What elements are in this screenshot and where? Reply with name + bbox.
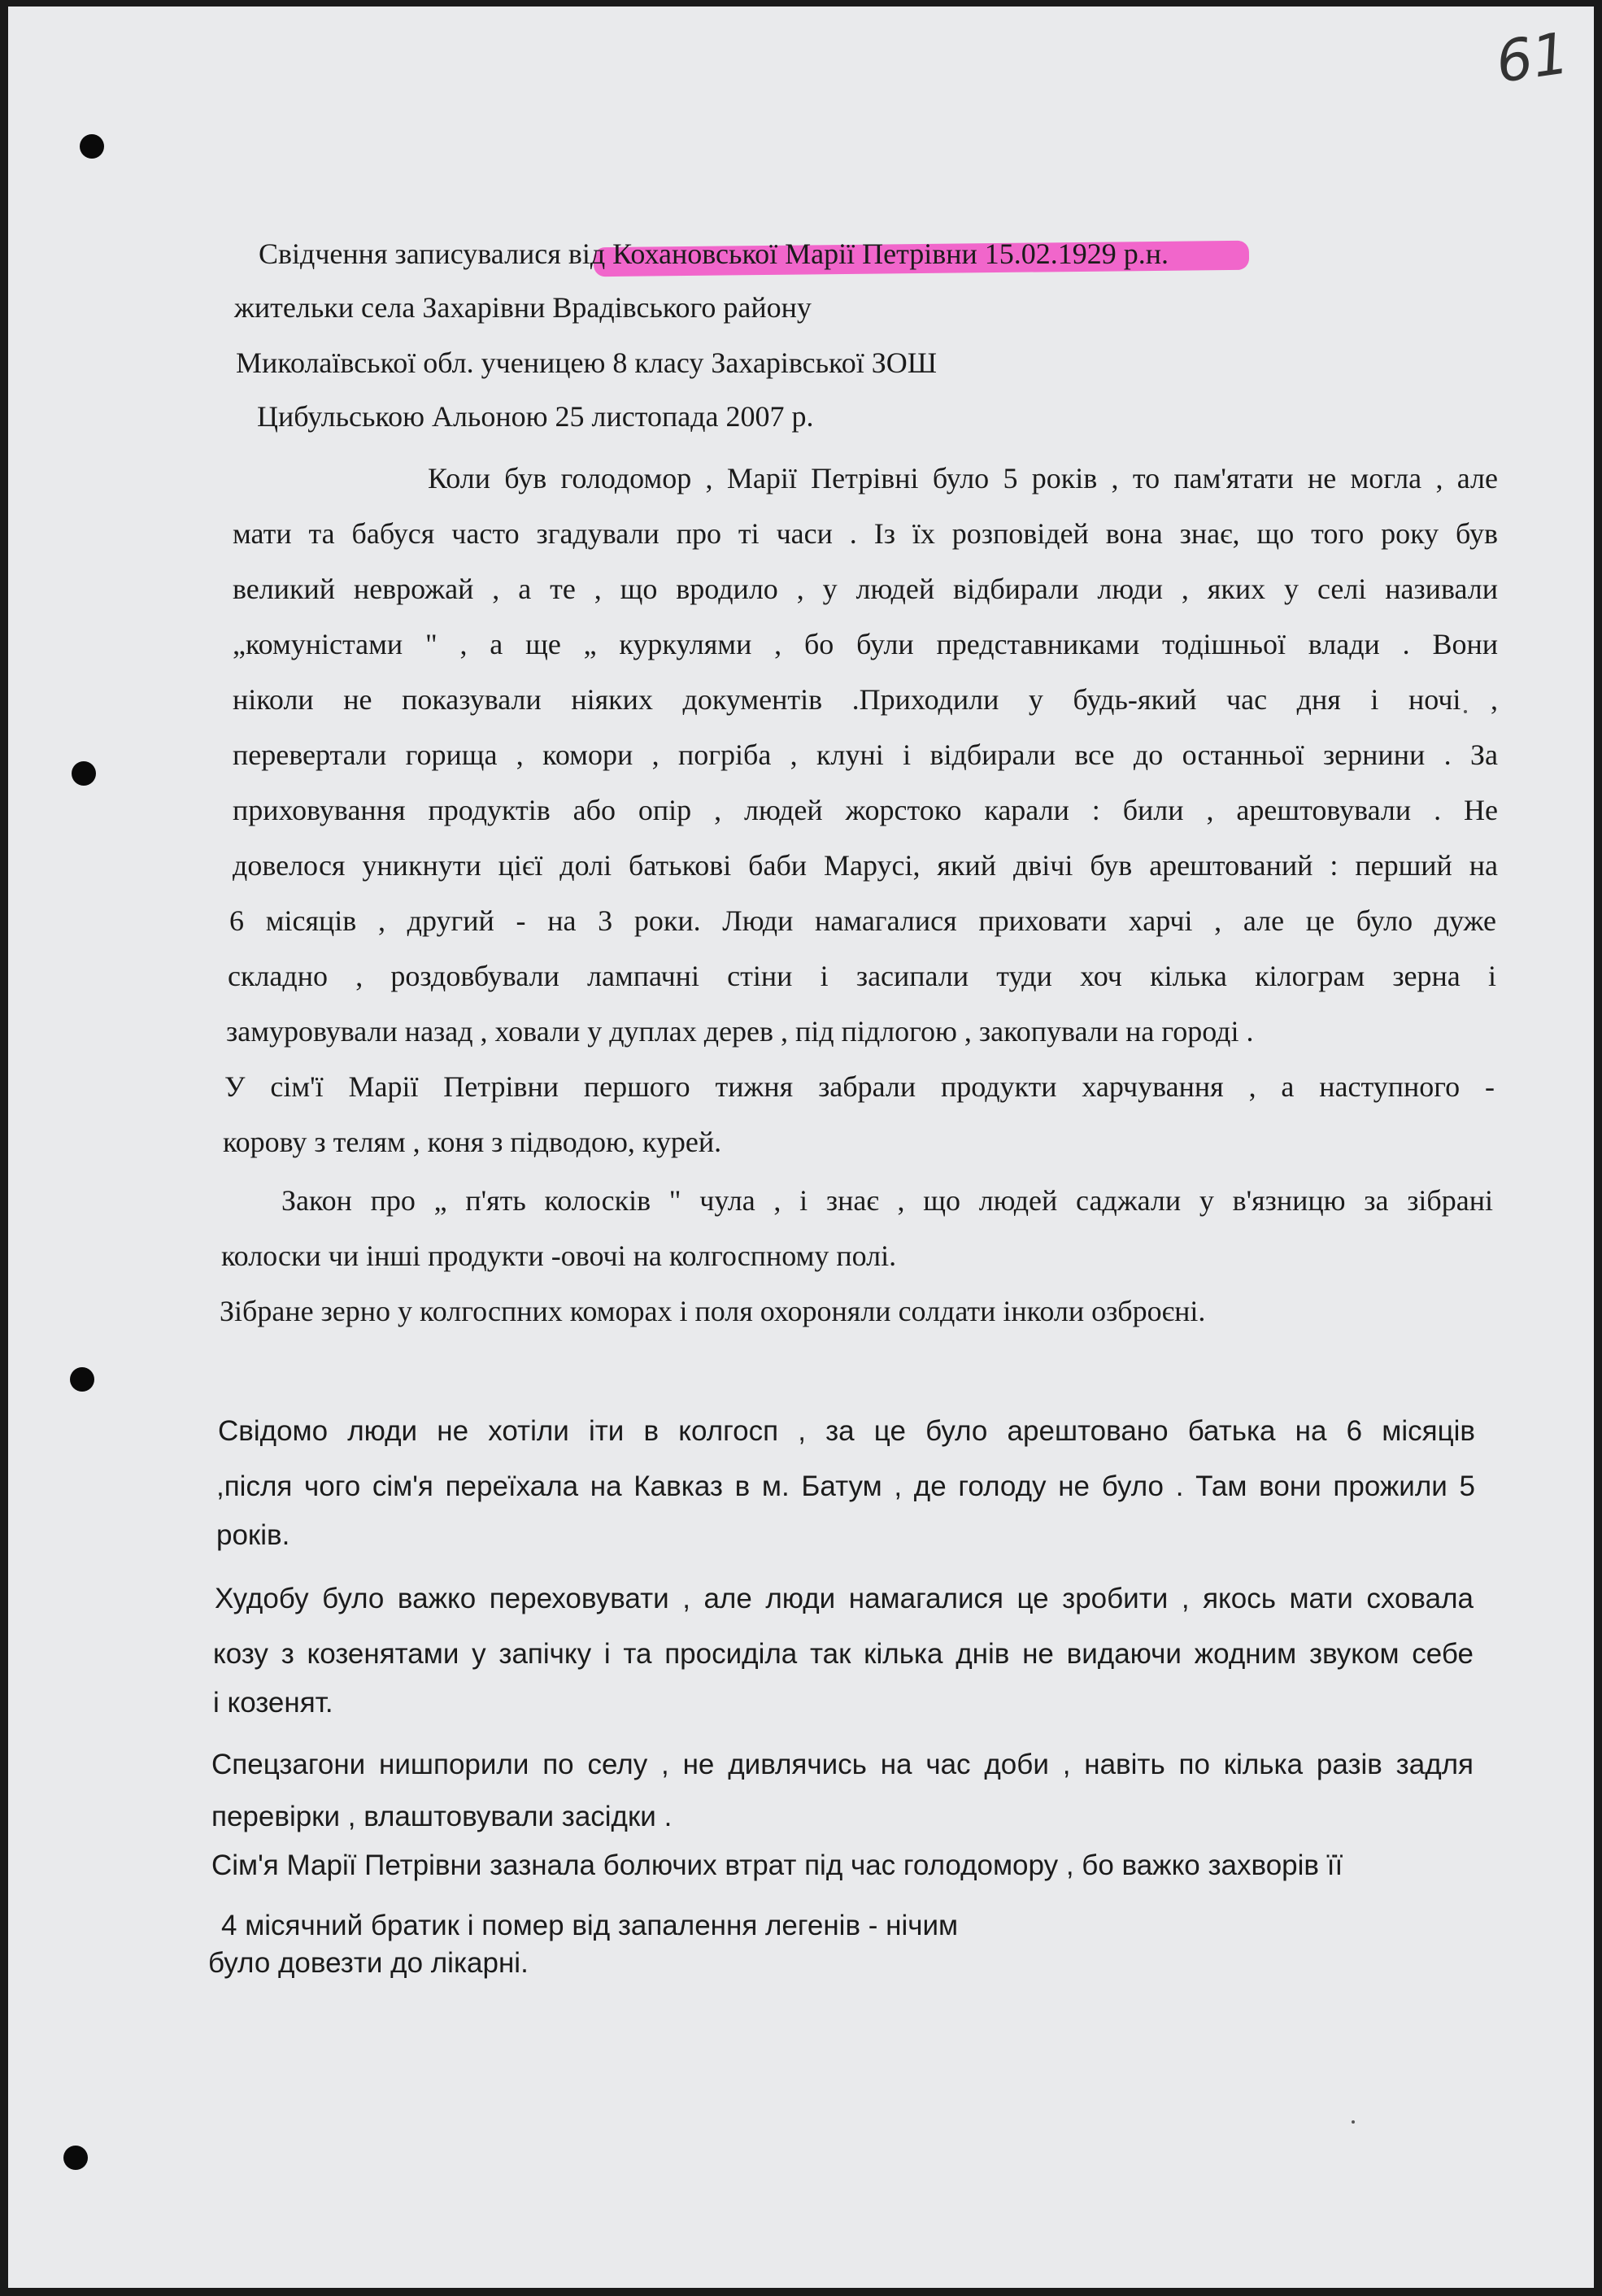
header-line-4: Цибульською Альоною 25 листопада 2007 р. — [257, 400, 814, 433]
punch-hole — [70, 1367, 94, 1392]
header-line-2: жительки села Захарівни Врадівського району — [234, 291, 812, 324]
punch-hole — [63, 2146, 88, 2170]
body-line: було довезти до лікарні. — [208, 1947, 529, 1979]
body-line: Закон про „ п'ять колосків " чула , і знає , що людей саджали у в'язницю за зібрані — [281, 1184, 1493, 1217]
document-page — [8, 7, 1594, 2288]
body-line: Свідомо люди не хотіли іти в колгосп , за це було арештовано батька на 6 місяців — [218, 1415, 1475, 1447]
body-line: Коли був голодомор , Марії Петрівні було 5 років , то пам'ятати не могла , але — [428, 462, 1498, 494]
body-line: корову з телям , коня з підводою, курей. — [223, 1126, 722, 1158]
body-line: складно , роздовбували лампачні стіни і засипали туди хоч кілька кілограм зерна і — [228, 960, 1496, 992]
body-line: і козенят. — [213, 1687, 333, 1719]
body-line: „комуністами " , а ще „ куркулями , бо були представниками тодішньої влади . Вони — [233, 628, 1498, 660]
body-line: 4 місячний братик і помер від запалення легенів - нічим — [221, 1910, 959, 1941]
body-line: ніколи не показували ніяких документів .Приходили у будь-який час дня і ночі , — [233, 683, 1498, 716]
body-line: У сім'ї Марії Петрівни першого тижня забрали продукти харчування , а наступного - — [224, 1070, 1495, 1103]
body-line: перевірки , влаштовували засідки . — [211, 1801, 673, 1832]
header-line-3: Миколаївської обл. ученицею 8 класу Захарівської ЗОШ — [236, 346, 938, 379]
punch-hole — [80, 134, 104, 159]
body-line: років. — [216, 1519, 290, 1551]
body-line: козу з козенятами у запічку і та просиділа так кілька днів не видаючи жодним звуком себе — [213, 1638, 1474, 1670]
body-line: Сім'я Марії Петрівни зазнала болючих втрат під час голодомору , бо важко захворів її — [211, 1849, 1343, 1881]
body-line: колоски чи інші продукти -овочі на колгоспному полі. — [221, 1239, 897, 1272]
body-line: довелося уникнути цієї долі батькові баби Марусі, який двічі був арештований : перший на — [233, 849, 1498, 882]
body-line: Зібране зерно у колгоспних коморах і поля охороняли солдати інколи озброєні. — [220, 1295, 1206, 1327]
body-line: перевертали горища , комори , погріба , клуні і відбирали все до останньої зернини . За — [233, 738, 1498, 771]
handwritten-page-number: 61 — [1491, 20, 1574, 96]
body-line: замуровували назад , ховали у дуплах дерев , під підлогою , закопували на городі . — [226, 1015, 1254, 1048]
punch-hole — [72, 761, 96, 786]
body-line: приховування продуктів або опір , людей жорстоко карали : били , арештовували . Не — [233, 794, 1498, 826]
header-line-1: Свідчення записувалися від Кохановської Марії Петрівни 15.02.1929 р.н. — [259, 237, 1169, 270]
body-line: великий неврожай , а те , що вродило , у людей відбирали люди , яких у селі називали — [233, 573, 1498, 605]
paper-speck — [1352, 2120, 1355, 2124]
body-line: ,після чого сім'я переїхала на Кавказ в м. Батум , де голоду не було . Там вони прожили 5 — [216, 1470, 1475, 1502]
body-line: Спецзагони нишпорили по селу , не дивлячись на час доби , навіть по кілька разів задля — [211, 1749, 1474, 1780]
body-line: мати та бабуся часто згадували про ті часи . Із їх розповідей вона знає, що того року був — [233, 517, 1498, 550]
body-line: 6 місяців , другий - на 3 роки. Люди намагалися приховати харчі , але це було дуже — [229, 904, 1496, 937]
body-line: Худобу було важко переховувати , але люди намагалися це зробити , якось мати сховала — [215, 1583, 1474, 1614]
